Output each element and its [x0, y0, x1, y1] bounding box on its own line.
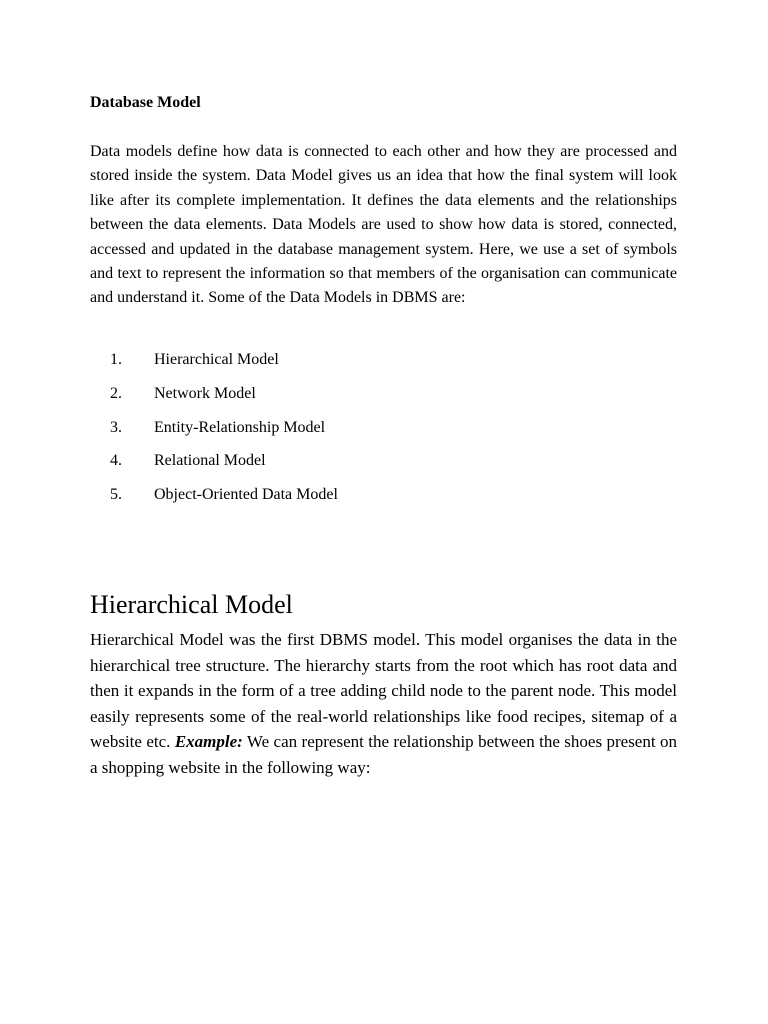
hierarchical-model-heading: Hierarchical Model: [90, 590, 293, 619]
list-label: Network Model: [154, 384, 256, 402]
list-item: [90, 449, 338, 483]
list-item: [90, 382, 338, 416]
list-number: 2.: [110, 384, 122, 402]
list-label: Hierarchical Model: [154, 351, 279, 368]
list-number: 3.: [110, 418, 122, 436]
example-label: Example:: [174, 732, 243, 752]
list-label: Entity-Relationship Model: [154, 418, 326, 436]
list-number: 4.: [110, 452, 122, 470]
data-models-list: [90, 348, 338, 517]
intro-paragraph: Data models define how data is connected to each other and how they are processed and stored inside the system. Data Model gives us an idea that how the final system will look like after its complete implementation. It defines the data elements and the relationships between the data elements. Data Models are used to show how data is stored, connected, accessed and updated in the database management system. Here, we use a set of symbols and text to represent the information so that members of the organisation can communicate and understand it. Some of the Data Models in DBMS are:: [90, 143, 677, 307]
hierarchical-text-after: We can represent the relationship between the shoes present on a shopping website in the following way:: [90, 732, 677, 777]
list-number: 5.: [110, 486, 122, 504]
list-label: Relational Model: [154, 452, 266, 470]
hierarchical-model-paragraph: [90, 627, 677, 781]
list-number: 1.: [110, 351, 122, 368]
list-item: [90, 483, 338, 517]
list-item: [90, 416, 338, 450]
hierarchical-text-before: Hierarchical Model was the first DBMS model. This model organises the data in the hierarchical tree structure. The hierarchy starts from the root which has root data and then it expands in the form of a tree adding child node to the parent node. This model easily represents some of the real-world relationships like food recipes, sitemap of a website etc.: [90, 630, 677, 752]
list-item: [90, 348, 338, 382]
list-label: Object-Oriented Data Model: [154, 486, 338, 504]
section-heading: Database Model: [90, 94, 201, 111]
